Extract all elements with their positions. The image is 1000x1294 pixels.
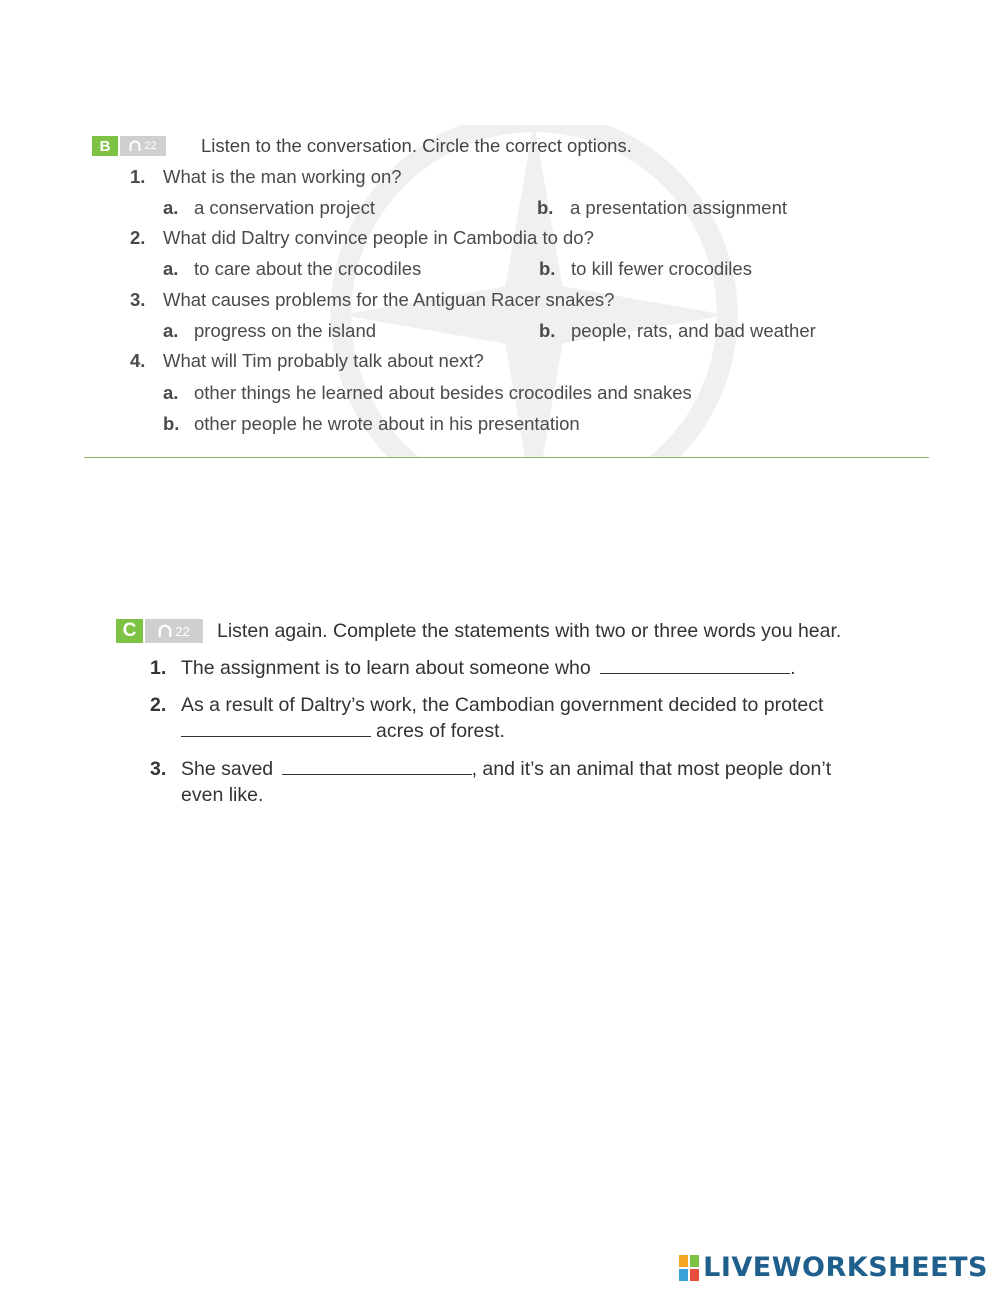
track-number: 22 [144, 140, 157, 152]
statement-text: . [790, 657, 796, 679]
option-label-b[interactable]: b. [539, 320, 556, 341]
logo-mark-icon [679, 1255, 699, 1281]
liveworksheets-logo [679, 1252, 988, 1283]
logo-tile [679, 1269, 688, 1281]
option-label-b[interactable]: b. [163, 413, 180, 434]
headphones-icon [129, 140, 141, 152]
option-label-a[interactable]: a. [163, 382, 179, 403]
track-number: 22 [175, 623, 190, 639]
question-text: What did Daltry convince people in Cambodia to do? [163, 227, 594, 248]
headphones-icon [158, 624, 172, 638]
option-a[interactable]: other things he learned about besides crocodiles and snakes [194, 382, 692, 403]
logo-text: LIVEWORKSHEETS [703, 1252, 988, 1283]
option-label-b[interactable]: b. [539, 258, 556, 279]
logo-tile [690, 1269, 699, 1281]
section-b-instruction: Listen to the conversation. Circle the correct options. [201, 135, 632, 156]
logo-tile [679, 1255, 688, 1267]
answer-blank[interactable] [600, 672, 790, 674]
option-b[interactable]: to kill fewer crocodiles [571, 258, 752, 279]
question-text: What will Tim probably talk about next? [163, 350, 484, 371]
statement-text: , and it’s an animal that most people don’t [471, 758, 832, 780]
section-divider [84, 457, 929, 458]
answer-blank[interactable] [282, 773, 472, 775]
option-b[interactable]: other people he wrote about in his presentation [194, 413, 580, 434]
option-label-a[interactable]: a. [163, 258, 179, 279]
statement-text: The assignment is to learn about someone who [181, 657, 591, 679]
option-b[interactable]: a presentation assignment [570, 197, 787, 218]
logo-tile [690, 1255, 699, 1267]
question-text: What causes problems for the Antiguan Racer snakes? [163, 289, 615, 310]
question-text: What is the man working on? [163, 166, 402, 187]
question-number: 4. [130, 350, 146, 371]
statement-3 [181, 758, 831, 781]
statement-number: 2. [150, 694, 167, 716]
option-label-a[interactable]: a. [163, 320, 179, 341]
section-letter: C [116, 619, 143, 643]
question-number: 3. [130, 289, 146, 310]
statement-1 [181, 657, 796, 680]
option-label-a[interactable]: a. [163, 197, 179, 218]
statement-text: As a result of Daltry’s work, the Cambodian government decided to protect [181, 694, 824, 716]
statement-number: 3. [150, 758, 167, 780]
option-a[interactable]: a conservation project [194, 197, 375, 218]
statement-text: She saved [181, 758, 274, 780]
section-c-badge [116, 619, 203, 643]
audio-track-button[interactable] [145, 619, 203, 643]
statement-2-line2 [181, 720, 505, 743]
statement-text: acres of forest. [376, 720, 505, 742]
section-b-badge [92, 136, 166, 156]
statement-text: even like. [181, 784, 264, 806]
section-b [84, 125, 929, 458]
section-c-instruction: Listen again. Complete the statements with two or three words you hear. [217, 620, 842, 642]
section-letter: B [92, 136, 118, 156]
answer-blank[interactable] [181, 735, 371, 737]
statement-number: 1. [150, 657, 167, 679]
question-number: 2. [130, 227, 146, 248]
option-a[interactable]: progress on the island [194, 320, 377, 341]
audio-track-button[interactable] [120, 136, 166, 156]
question-number: 1. [130, 166, 146, 187]
option-label-b[interactable]: b. [537, 197, 554, 218]
option-a[interactable]: to care about the crocodiles [194, 258, 422, 279]
option-b[interactable]: people, rats, and bad weather [571, 320, 816, 341]
